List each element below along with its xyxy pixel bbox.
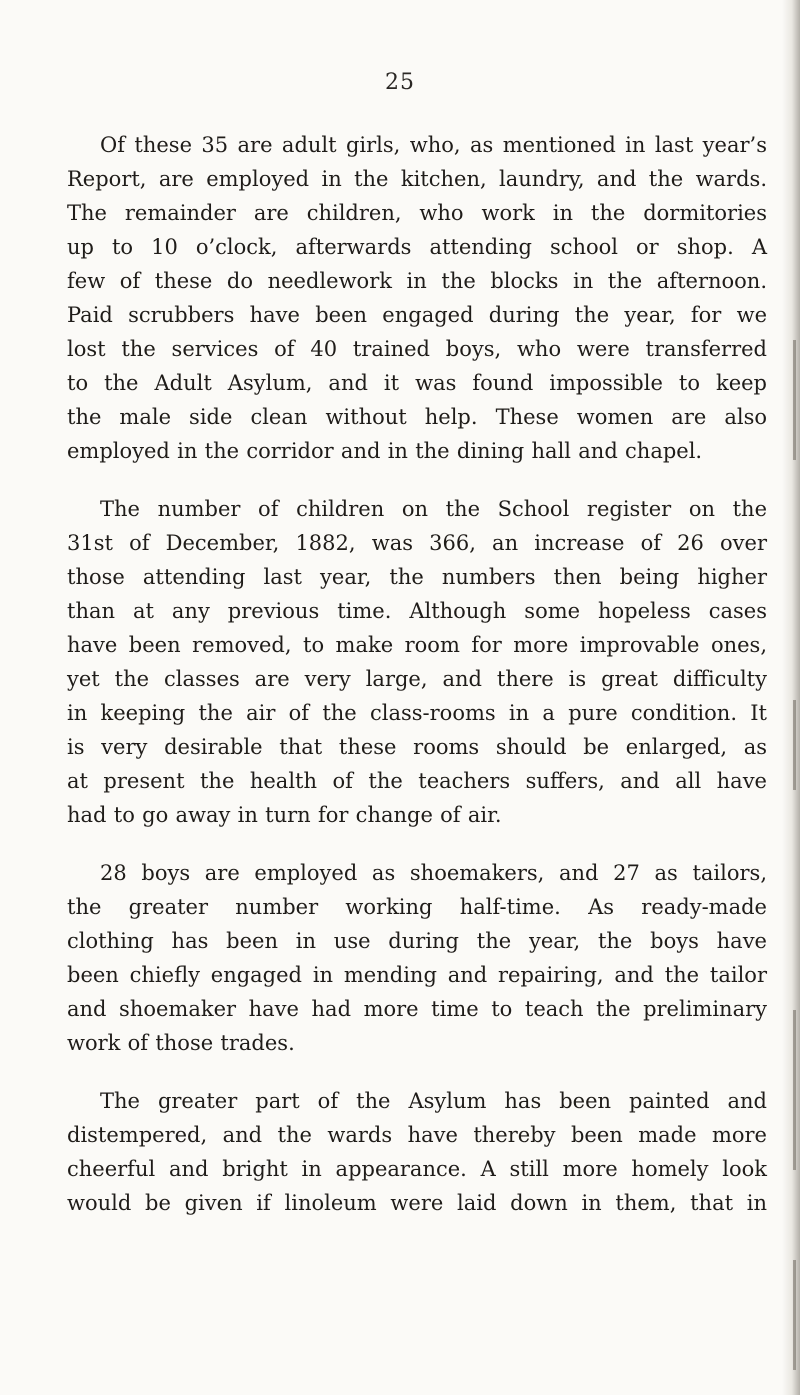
page-edge-mark <box>793 1260 796 1370</box>
text-line: The greater part of the Asylum has been painted and <box>100 1089 767 1113</box>
page-edge-mark <box>793 340 796 460</box>
text-line: at present the health of the teachers suffers, and all have <box>67 769 767 793</box>
paragraph-3 <box>67 856 767 1060</box>
text-line: 31st of December, 1882, was 366, an increase of 26 over <box>67 531 767 555</box>
body-text <box>67 128 767 1244</box>
page-edge-shadow <box>782 0 800 1395</box>
text-line: The remainder are children, who work in the dormitories <box>67 201 767 225</box>
page-number: 25 <box>385 70 415 95</box>
text-line: The number of children on the School register on the <box>100 497 767 521</box>
text-line: lost the services of 40 trained boys, who were transferred <box>67 337 767 361</box>
text-line: work of those trades. <box>67 1031 295 1055</box>
text-line: been chiefly engaged in mending and repairing, and the tailor <box>67 963 767 987</box>
text-line: clothing has been in use during the year, the boys have <box>67 929 767 953</box>
page-edge-mark <box>793 1010 796 1170</box>
text-line: few of these do needlework in the blocks in the afternoon. <box>67 269 767 293</box>
text-line: had to go away in turn for change of air. <box>67 803 502 827</box>
text-line: distempered, and the wards have thereby been made more <box>67 1123 767 1147</box>
text-line: have been removed, to make room for more improvable ones, <box>67 633 767 657</box>
paragraph-1 <box>67 128 767 468</box>
text-line: is very desirable that these rooms should be enlarged, as <box>67 735 767 759</box>
text-line: the male side clean without help. These women are also <box>67 405 767 429</box>
text-line: the greater number working half-time. As ready-made <box>67 895 767 919</box>
text-line: 28 boys are employed as shoemakers, and 27 as tailors, <box>100 861 767 885</box>
text-line: yet the classes are very large, and there is great difficulty <box>67 667 767 691</box>
page-edge-mark <box>793 700 796 790</box>
text-line: Paid scrubbers have been engaged during the year, for we <box>67 303 767 327</box>
text-line: would be given if linoleum were laid down in them, that in <box>67 1191 767 1215</box>
text-line: cheerful and bright in appearance. A still more homely look <box>67 1157 767 1181</box>
text-line: up to 10 o’clock, afterwards attending school or shop. A <box>67 235 767 259</box>
text-line: in keeping the air of the class-rooms in a pure condition. It <box>67 701 767 725</box>
text-line: those attending last year, the numbers then being higher <box>67 565 767 589</box>
paragraph-4 <box>67 1084 767 1220</box>
text-line: to the Adult Asylum, and it was found impossible to keep <box>67 371 767 395</box>
text-line: employed in the corridor and in the dining hall and chapel. <box>67 439 703 463</box>
text-line: than at any previous time. Although some hopeless cases <box>67 599 767 623</box>
paragraph-2 <box>67 492 767 832</box>
text-line: Report, are employed in the kitchen, laundry, and the wards. <box>67 167 767 191</box>
text-line: Of these 35 are adult girls, who, as mentioned in last year’s <box>100 133 767 157</box>
text-line: and shoemaker have had more time to teach the preliminary <box>67 997 767 1021</box>
